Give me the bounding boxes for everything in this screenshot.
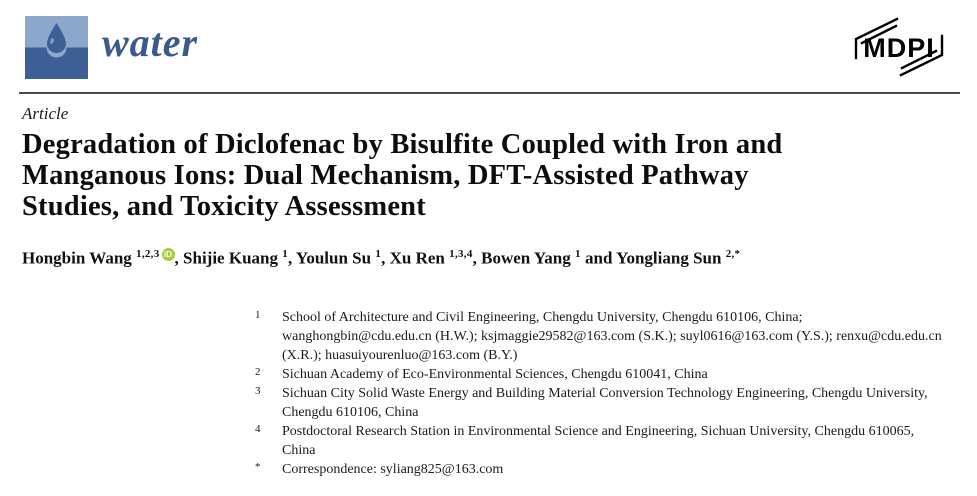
affiliation-text: Correspondence: syliang825@163.com: [282, 461, 504, 477]
paper-title-line: Degradation of Diclofenac by Bisulfite Coupled with Iron and: [22, 129, 783, 160]
author-name: Hongbin Wang: [22, 248, 132, 268]
paper-title: [22, 129, 960, 222]
author-name: Youlun Su: [295, 248, 372, 268]
orcid-icon[interactable]: iD: [162, 248, 175, 261]
affiliation-text: Postdoctoral Research Station in Environmental Science and Engineering, Sichuan University, Chengdu 610065, China: [282, 423, 915, 458]
author-name: Xu Ren: [389, 248, 445, 268]
mdpi-logo: [847, 16, 951, 78]
affiliation-row: [255, 422, 945, 460]
journal-logo-block: [25, 16, 198, 79]
authors-line: Hongbin Wang $^{1,2,3}$ iD , Shijie Kuang $^1$, Youlun Su $^1$, Xu Ren $^{1,3,4}$, Bowen Yang $^1$ and Yongliang Sun $^{2,*}$: [22, 248, 741, 268]
affiliation-marker: 1: [255, 308, 261, 321]
affiliation-row: [255, 308, 945, 365]
affiliation-row: [255, 460, 945, 479]
water-drop-icon: [25, 16, 88, 79]
affiliation-text: Sichuan City Solid Waste Energy and Building Material Conversion Technology Engineering, Chengdu University, Chengdu 610106, China: [282, 385, 928, 420]
mdpi-logo-text: MDPI: [863, 33, 935, 63]
author-name: Shijie Kuang: [183, 248, 278, 268]
author-affiliation-superscript: 2,*: [725, 248, 741, 260]
header-divider: [19, 92, 960, 94]
affiliation-marker: 4: [255, 422, 261, 435]
affiliations-list: [255, 308, 945, 479]
affiliation-text: Sichuan Academy of Eco-Environmental Sciences, Chengdu 610041, China: [282, 366, 708, 382]
affiliation-row: [255, 384, 945, 422]
author-affiliation-superscript: 1: [574, 248, 581, 260]
author-affiliation-superscript: 1,2,3: [136, 248, 160, 260]
paper-title-line: Manganous Ions: Dual Mechanism, DFT-Assisted Pathway: [22, 160, 749, 191]
article-type-label: Article: [22, 104, 69, 123]
author-name: Bowen Yang: [481, 248, 571, 268]
affiliation-marker: *: [255, 460, 261, 473]
author-affiliation-superscript: 1: [282, 248, 289, 260]
affiliation-marker: 2: [255, 365, 261, 378]
author-affiliation-superscript: 1,3,4: [449, 248, 473, 260]
affiliation-marker: 3: [255, 384, 261, 397]
journal-wordmark: water: [102, 20, 199, 65]
article-header: [22, 104, 960, 479]
paper-title-line: Studies, and Toxicity Assessment: [22, 191, 426, 222]
author-affiliation-superscript: 1: [375, 248, 382, 260]
author-name: Yongliang Sun: [616, 248, 722, 268]
affiliation-row: [255, 365, 945, 384]
affiliation-text: School of Architecture and Civil Engineering, Chengdu University, Chengdu 610106, China; wanghongbin@cdu.edu.cn (H.W.); ksjmaggie29582@163.com (S.K.); suyl0616@163.com (Y.S.); renxu@cdu.edu.cn (X.R.); huasuiyourenluo@163.com (B.Y.): [282, 309, 942, 363]
